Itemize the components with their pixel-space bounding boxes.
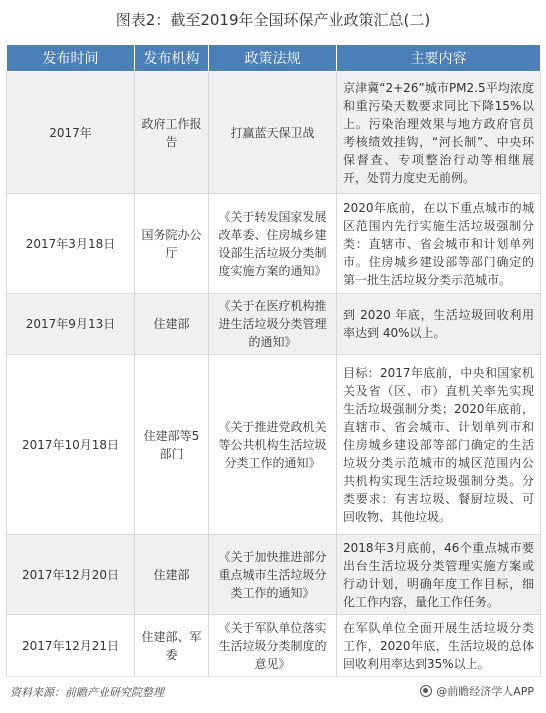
cell-content: 京津冀“2+26”城市PM2.5平均浓度和重污染天数要求同比下降15%以上。污染治理效果与地方政府官员考核绩效挂钩，“河长制”、中央环保督查、专项整治行动等相继展开，处罚力度史无前例。 <box>337 72 541 194</box>
cell-org: 住建部、军委 <box>135 615 209 677</box>
brand-logo-icon <box>420 685 432 697</box>
cell-policy: 《关于加快推进部分重点城市生活垃圾分类工作的通知》 <box>209 535 337 615</box>
header-date: 发布时间 <box>7 45 135 72</box>
table-row <box>7 194 541 294</box>
chart-title: 图表2：截至2019年全国环保产业政策汇总(二) <box>115 11 431 29</box>
cell-date: 2017年 <box>7 72 135 194</box>
cell-policy: 《关于军队单位落实生活垃圾分类制度的意见》 <box>209 615 337 677</box>
cell-policy: 《关于推进党政机关等公共机构生活垃圾分类工作的通知》 <box>209 355 337 535</box>
cell-content: 在军队单位全面开展生活垃圾分类工作，2020年底，生活垃圾的总体回收利用率达到35%以上。 <box>337 615 541 677</box>
table-row <box>7 294 541 355</box>
cell-date: 2017年9月13日 <box>7 294 135 355</box>
cell-policy: 打赢蓝天保卫战 <box>209 72 337 194</box>
table-row <box>7 615 541 677</box>
cell-org: 住建部等5部门 <box>135 355 209 535</box>
cell-content: 2020年底前，在以下重点城市的城区范围内先行实施生活垃圾强制分类：直辖市、省会城市和计划单列市。住房城乡建设部等部门确定的第一批生活垃圾分类示范城市。 <box>337 194 541 294</box>
cell-org: 政府工作报告 <box>135 72 209 194</box>
table-header-row <box>7 45 541 72</box>
table-row <box>7 72 541 194</box>
cell-org: 住建部 <box>135 535 209 615</box>
brand-label: @前瞻经济学人APP <box>436 685 534 698</box>
cell-content: 到 2020 年底，生活垃圾回收利用率达到 40%以上。 <box>337 294 541 355</box>
table-row <box>7 355 541 535</box>
cell-org: 住建部 <box>135 294 209 355</box>
brand-credit <box>420 683 534 699</box>
cell-policy: 《关于转发国家发展改革委、住房城乡建设部生活垃圾分类制度实施方案的通知》 <box>209 194 337 294</box>
cell-date: 2017年12月20日 <box>7 535 135 615</box>
footer-divider <box>6 676 540 677</box>
table-row <box>7 535 541 615</box>
policy-table <box>6 44 541 677</box>
cell-content: 目标：2017年底前，中央和国家机关及省（区、市）直机关率先实现生活垃圾强制分类；2020年底前，直辖市、省会城市、计划单列市和住房城乡建设部等部门确定的生活垃圾分类示范城市的城区范围内公共机构实现生活垃圾强制分类。分类要求：有害垃圾、餐厨垃圾、可回收物、其他垃圾。 <box>337 355 541 535</box>
header-policy: 政策法规 <box>209 45 337 72</box>
header-org: 发布机构 <box>135 45 209 72</box>
cell-date: 2017年3月18日 <box>7 194 135 294</box>
cell-content: 2018年3月底前，46个重点城市要出台生活垃圾分类管理实施方案或行动计划，明确年度工作目标，细化工作内容，量化工作任务。 <box>337 535 541 615</box>
header-content: 主要内容 <box>337 45 541 72</box>
cell-org: 国务院办公厅 <box>135 194 209 294</box>
cell-date: 2017年12月21日 <box>7 615 135 677</box>
cell-date: 2017年10月18日 <box>7 355 135 535</box>
source-note: 资料来源：前瞻产业研究院整理 <box>10 686 164 699</box>
cell-policy: 《关于在医疗机构推进生活垃圾分类管理的通知》 <box>209 294 337 355</box>
